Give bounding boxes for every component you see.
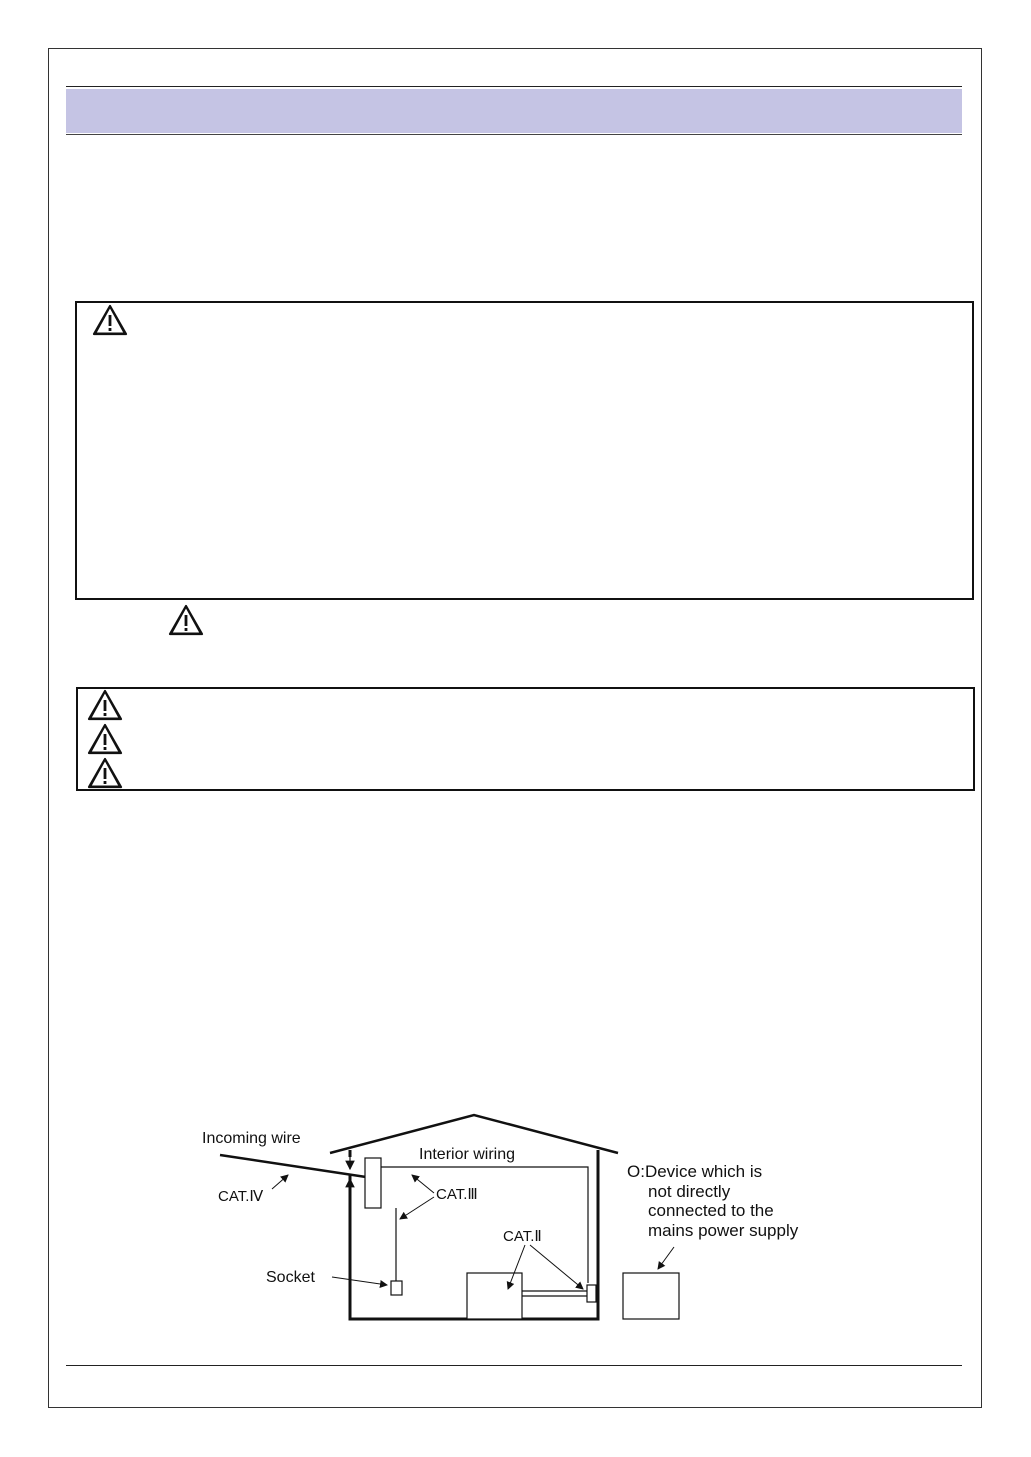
warning-triangle-icon bbox=[87, 723, 123, 755]
appliance-box bbox=[467, 1273, 522, 1319]
distribution-panel bbox=[365, 1158, 381, 1208]
arrow-cat3-upper bbox=[412, 1175, 434, 1193]
interior-wiring-line bbox=[381, 1167, 588, 1283]
label-incoming-wire: Incoming wire bbox=[202, 1130, 301, 1147]
label-cat2: CAT.Ⅱ bbox=[503, 1228, 542, 1245]
label-device-line4: mains power supply bbox=[648, 1221, 799, 1240]
section-header-band bbox=[66, 89, 962, 133]
warning-triangle-icon bbox=[168, 604, 204, 636]
socket-box bbox=[391, 1281, 402, 1295]
warning-triangle-icon bbox=[87, 757, 123, 789]
wall-outlet bbox=[587, 1285, 596, 1302]
warning-list-box bbox=[76, 687, 975, 791]
header-top-rule bbox=[66, 86, 962, 87]
label-cat3: CAT.Ⅲ bbox=[436, 1186, 478, 1203]
arrow-cat2-right bbox=[530, 1245, 583, 1289]
warning-box bbox=[75, 301, 974, 600]
external-device-box bbox=[623, 1273, 679, 1319]
label-interior-wiring: Interior wiring bbox=[419, 1146, 516, 1163]
label-cat4: CAT.Ⅳ bbox=[218, 1188, 264, 1205]
label-socket: Socket bbox=[266, 1269, 315, 1286]
warning-triangle-icon bbox=[87, 689, 123, 721]
label-device-line2: not directly bbox=[648, 1182, 731, 1201]
measurement-category-diagram bbox=[190, 1105, 830, 1335]
arrow-socket bbox=[332, 1277, 387, 1285]
warning-triangle-icon bbox=[92, 304, 128, 336]
arrow-device bbox=[658, 1247, 674, 1269]
arrow-cat3-lower bbox=[400, 1197, 434, 1219]
header-bottom-rule bbox=[66, 134, 962, 135]
label-device-line3: connected to the bbox=[648, 1201, 774, 1220]
footer-rule bbox=[66, 1365, 962, 1366]
arrow-cat4 bbox=[272, 1175, 288, 1189]
label-device-line1: O:Device which is bbox=[627, 1162, 763, 1181]
incoming-wire-line bbox=[220, 1155, 366, 1177]
